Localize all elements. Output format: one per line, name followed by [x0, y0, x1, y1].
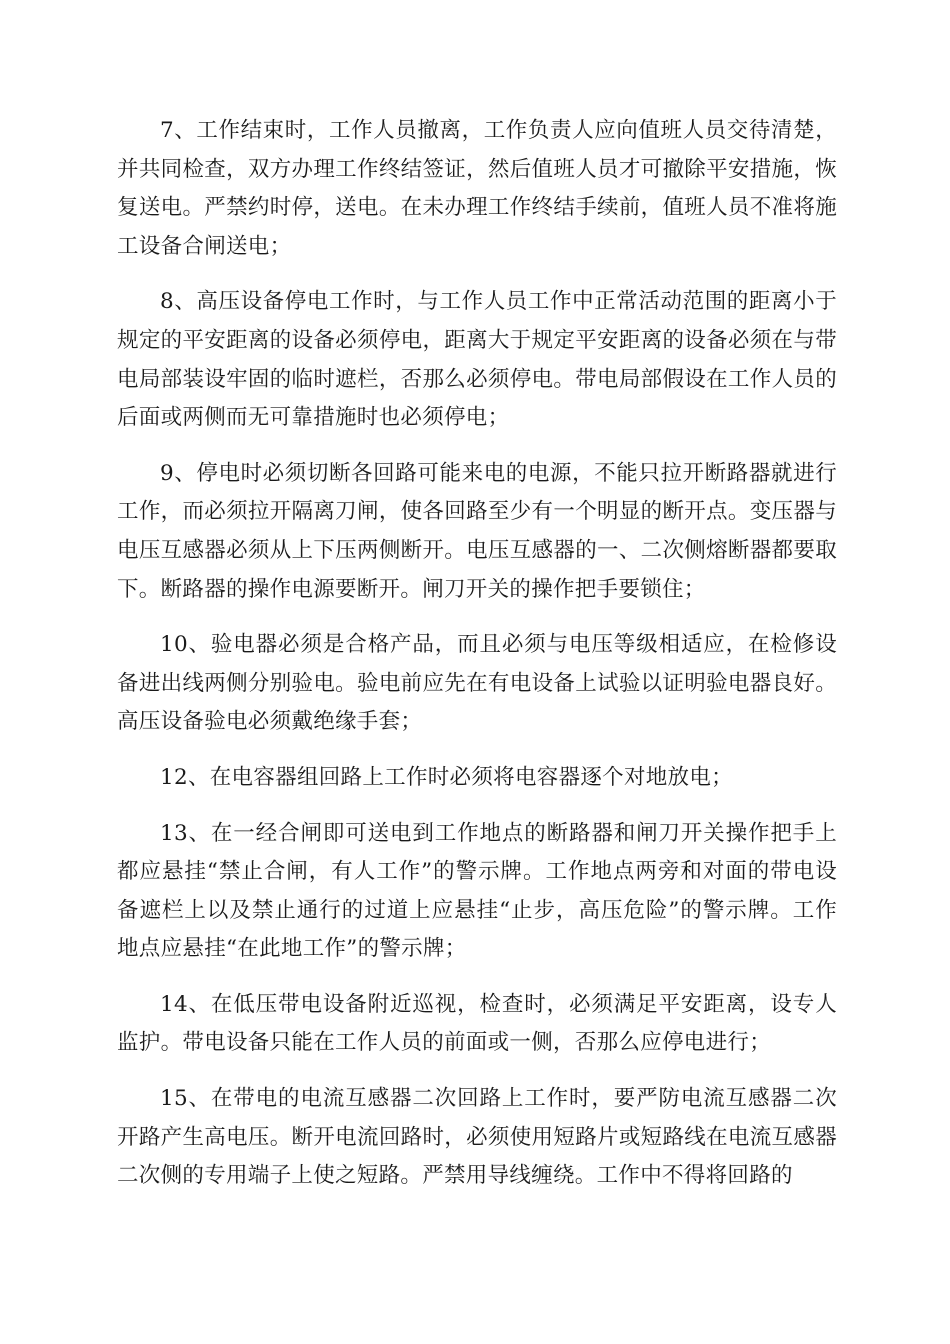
paragraph-item-13: 13、在一经合闸即可送电到工作地点的断路器和闸刀开关操作把手上都应悬挂“禁止合闸，有人工作”的警示牌。工作地点两旁和对面的带电设备遮栏上以及禁止通行的过道上应悬挂“止步，高压危险”的警示牌。工作地点应悬挂“在此地工作”的警示牌；: [117, 820, 837, 962]
paragraph-item-15: 15、在带电的电流互感器二次回路上工作时，要严防电流互感器二次开路产生高电压。断开电流回路时，必须使用短路片或短路线在电流互感器二次侧的专用端子上使之短路。严禁用导线缠绕。工作中不得将回路的: [117, 1086, 837, 1189]
paragraph-item-7: 7、工作结束时，工作人员撤离，工作负责人应向值班人员交待清楚，并共同检查，双方办理工作终结签证，然后值班人员才可撤除平安措施，恢复送电。严禁约时停，送电。在未办理工作终结手续前，值班人员不准将施工设备合闸送电；: [117, 118, 837, 259]
paragraph-item-9: 9、停电时必须切断各回路可能来电的电源，不能只拉开断路器就进行工作，而必须拉开隔离刀闸，使各回路至少有一个明显的断开点。变压器与电压互感器必须从上下压两侧断开。电压互感器的一、二次侧熔断器都要取下。断路器的操作电源要断开。闸刀开关的操作把手要锁住；: [117, 460, 837, 602]
paragraph-item-8: 8、高压设备停电工作时，与工作人员工作中正常活动范围的距离小于规定的平安距离的设备必须停电，距离大于规定平安距离的设备必须在与带电局部装设牢固的临时遮栏，否那么必须停电。带电局部假设在工作人员的后面或两侧而无可靠措施时也必须停电；: [117, 289, 837, 431]
paragraph-item-12: 12、在电容器组回路上工作时必须将电容器逐个对地放电；: [160, 764, 733, 790]
paragraph-item-10: 10、验电器必须是合格产品，而且必须与电压等级相适应，在检修设备进出线两侧分别验电。验电前应先在有电设备上试验以证明验电器良好。高压设备验电必须戴绝缘手套；: [117, 632, 837, 735]
document-body: [117, 112, 837, 1213]
paragraph-item-14: 14、在低压带电设备附近巡视，检查时，必须满足平安距离，设专人监护。带电设备只能在工作人员的前面或一侧，否那么应停电进行；: [117, 991, 837, 1056]
